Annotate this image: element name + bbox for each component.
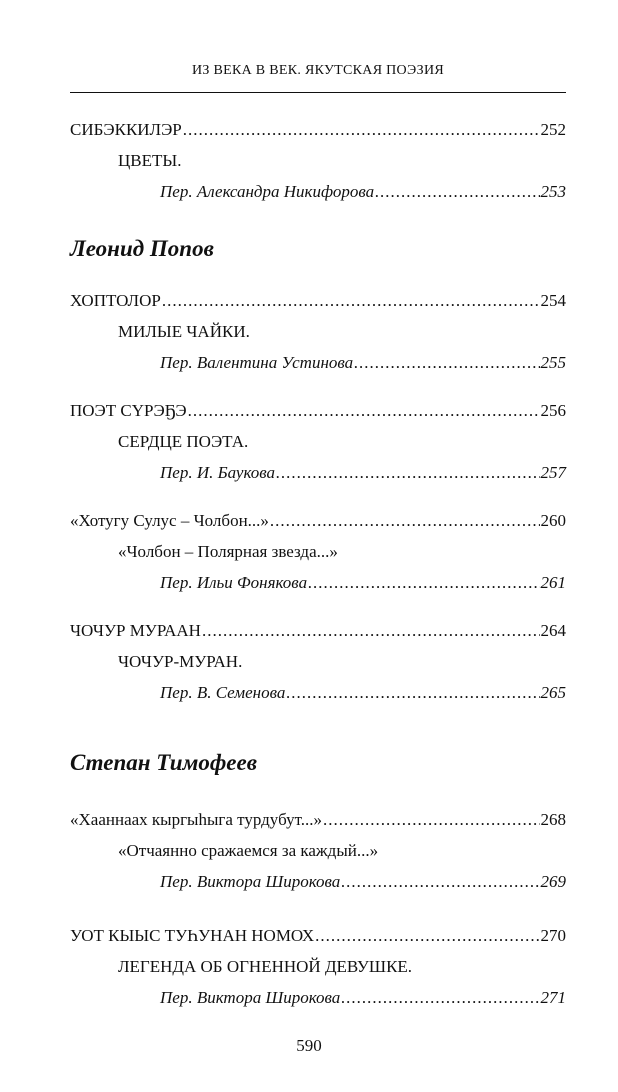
dot-leader bbox=[354, 353, 539, 373]
dot-leader bbox=[341, 988, 539, 1008]
page-number: 590 bbox=[296, 1036, 322, 1055]
toc-page: 261 bbox=[540, 573, 566, 592]
toc-translator: Пер. Александра Никифорова bbox=[160, 182, 375, 201]
dot-leader bbox=[202, 621, 540, 641]
dot-leader bbox=[276, 463, 539, 483]
dot-leader bbox=[315, 926, 539, 946]
dot-leader bbox=[188, 401, 540, 421]
toc-translator: Пер. В. Семенова bbox=[160, 683, 286, 702]
toc-page: 271 bbox=[540, 988, 566, 1007]
toc-page: 260 bbox=[540, 511, 566, 530]
toc-page: 265 bbox=[540, 683, 566, 702]
dot-leader bbox=[375, 182, 539, 202]
toc-entry-translator bbox=[160, 988, 566, 1008]
toc-page: 268 bbox=[540, 810, 566, 829]
header-rule bbox=[70, 92, 566, 93]
toc-entry-title bbox=[70, 120, 566, 140]
toc-title: СИБЭККИЛЭР bbox=[70, 120, 182, 139]
toc-entry-title bbox=[70, 401, 566, 421]
running-header: ИЗ ВЕКА В ВЕК. ЯКУТСКАЯ ПОЭЗИЯ bbox=[191, 63, 445, 78]
author-heading: Леонид Попов bbox=[70, 236, 214, 261]
toc-page: 255 bbox=[540, 353, 566, 372]
toc-entry-title bbox=[70, 926, 566, 946]
toc-page: 252 bbox=[540, 120, 566, 139]
toc-page: 264 bbox=[540, 621, 566, 640]
dot-leader bbox=[323, 810, 540, 830]
toc-title: УОТ КЫЫС ТУҺУНАН НОМОХ bbox=[70, 926, 315, 945]
toc-entry-title bbox=[70, 810, 566, 830]
dot-leader bbox=[183, 120, 540, 140]
toc-subtitle: ЦВЕТЫ. bbox=[118, 151, 182, 170]
toc-subtitle: «Чолбон – Полярная звезда...» bbox=[118, 542, 338, 561]
toc-subtitle: «Отчаянно сражаемся за каждый...» bbox=[118, 841, 379, 860]
toc-subtitle: ЛЕГЕНДА ОБ ОГНЕННОЙ ДЕВУШКЕ. bbox=[118, 957, 413, 976]
toc-subtitle: ЧОЧУР-МУРАН. bbox=[118, 652, 243, 671]
toc-subtitle: СЕРДЦЕ ПОЭТА. bbox=[118, 432, 249, 451]
dot-leader bbox=[286, 683, 539, 703]
dot-leader bbox=[162, 291, 540, 311]
toc-entry-translator bbox=[160, 683, 566, 703]
toc-translator: Пер. Ильи Фонякова bbox=[160, 573, 308, 592]
toc-title: ЧОЧУР МУРААН bbox=[70, 621, 201, 640]
toc-subtitle: МИЛЫЕ ЧАЙКИ. bbox=[118, 322, 250, 341]
toc-translator: Пер. Валентина Устинова bbox=[160, 353, 354, 372]
toc-entry-title bbox=[70, 511, 566, 531]
toc-entry-translator bbox=[160, 353, 566, 373]
author-heading: Степан Тимофеев bbox=[70, 750, 257, 775]
toc-page: 257 bbox=[540, 463, 566, 482]
toc-translator: Пер. Виктора Широкова bbox=[160, 988, 341, 1007]
toc-page: 270 bbox=[540, 926, 566, 945]
toc-page: 253 bbox=[540, 182, 566, 201]
dot-leader bbox=[270, 511, 540, 531]
dot-leader bbox=[308, 573, 539, 593]
toc-page: 269 bbox=[540, 872, 566, 891]
toc-entry-title bbox=[70, 621, 566, 641]
toc-translator: Пер. И. Баукова bbox=[160, 463, 276, 482]
toc-page: 254 bbox=[540, 291, 566, 310]
toc-entry-translator bbox=[160, 182, 566, 202]
toc-entry-translator bbox=[160, 872, 566, 892]
toc-title: «Хотугу Сулус – Чолбон...» bbox=[70, 511, 269, 530]
toc-page: 256 bbox=[540, 401, 566, 420]
toc-title: «Хааннаах кыргыһыга турдубут...» bbox=[70, 810, 322, 829]
toc-entry-translator bbox=[160, 573, 566, 593]
toc-entry-translator bbox=[160, 463, 566, 483]
dot-leader bbox=[341, 872, 539, 892]
toc-title: ПОЭТ СҮРЭҔЭ bbox=[70, 401, 187, 420]
toc-entry-title bbox=[70, 291, 566, 311]
toc-title: ХОПТОЛОР bbox=[70, 291, 161, 310]
toc-translator: Пер. Виктора Широкова bbox=[160, 872, 341, 891]
